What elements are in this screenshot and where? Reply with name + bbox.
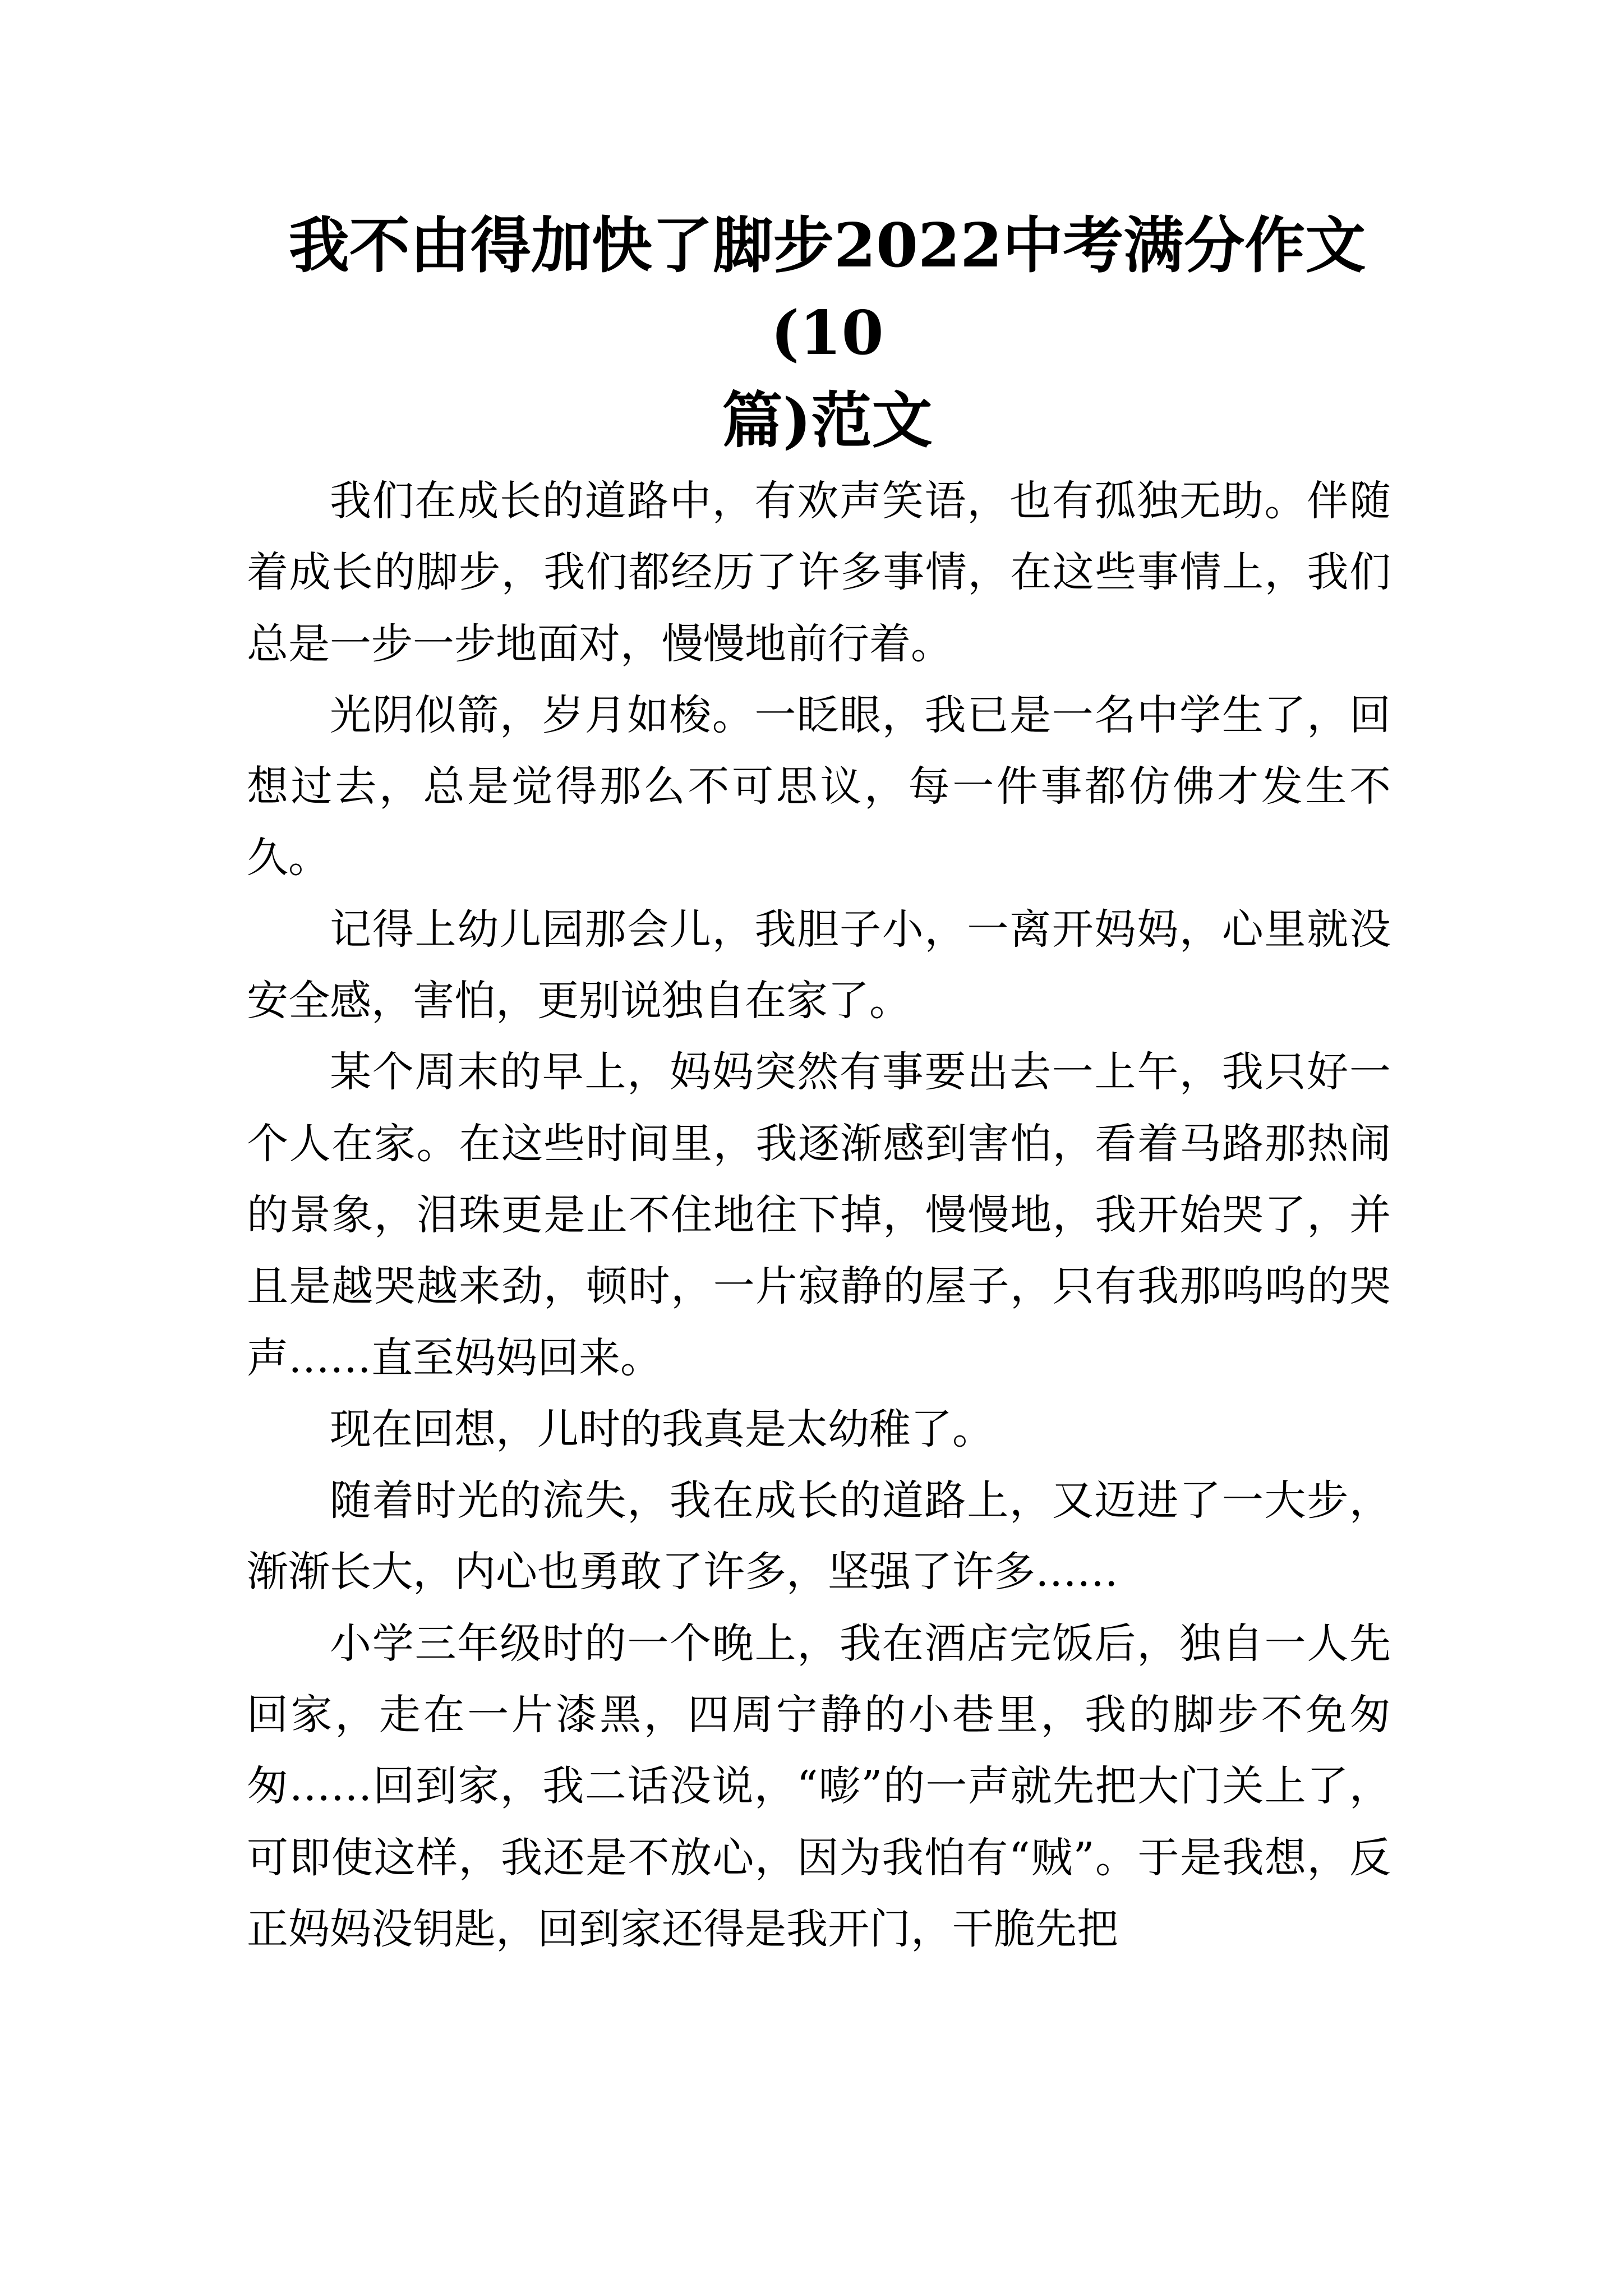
paragraph: 现在回想，儿时的我真是太幼稚了。 [330, 1405, 994, 1453]
document-title [236, 202, 1419, 464]
paragraph: 某个周末的早上，妈妈突然有事要出去一上午，我只好一个人在家。在这些时间里，我逐渐感到害怕，看着马路那热闹的景象，泪珠更是止不住地往下掉，慢慢地，我开始哭了，并且是越哭越来劲，顿时，一片寂静的屋子，只有我那呜呜的哭声……直至妈妈回来。 [247, 1048, 1391, 1382]
title-line-2: 篇)范文 [722, 385, 933, 456]
paragraph: 小学三年级时的一个晚上，我在酒店完饭后，独自一人先回家，走在一片漆黑，四周宁静的小巷里，我的脚步不免匆匆……回到家，我二话没说，“嘭”的一声就先把大门关上了，可即使这样，我还是不放心，因为我怕有“贼”。于是我想，反正妈妈没钥匙，回到家还得是我开门，干脆先把 [247, 1619, 1391, 1953]
paragraph: 光阴似箭，岁月如梭。一眨眼，我已是一名中学生了，回想过去，总是觉得那么不可思议，每一件事都仿佛才发生不久。 [247, 691, 1391, 882]
title-line-1: 我不由得加快了脚步2022中考满分作文(10 [288, 210, 1366, 369]
paragraph: 随着时光的流失，我在成长的道路上，又迈进了一大步，渐渐长大，内心也勇敢了许多，坚强了许多…… [247, 1476, 1391, 1596]
paragraph: 我们在成长的道路中，有欢声笑语，也有孤独无助。伴随着成长的脚步，我们都经历了许多事情，在这些事情上，我们总是一步一步地面对，慢慢地前行着。 [247, 477, 1391, 668]
document-body [247, 466, 1391, 1965]
paragraph: 记得上幼儿园那会儿，我胆子小，一离开妈妈，心里就没安全感，害怕，更别说独自在家了。 [247, 905, 1391, 1025]
